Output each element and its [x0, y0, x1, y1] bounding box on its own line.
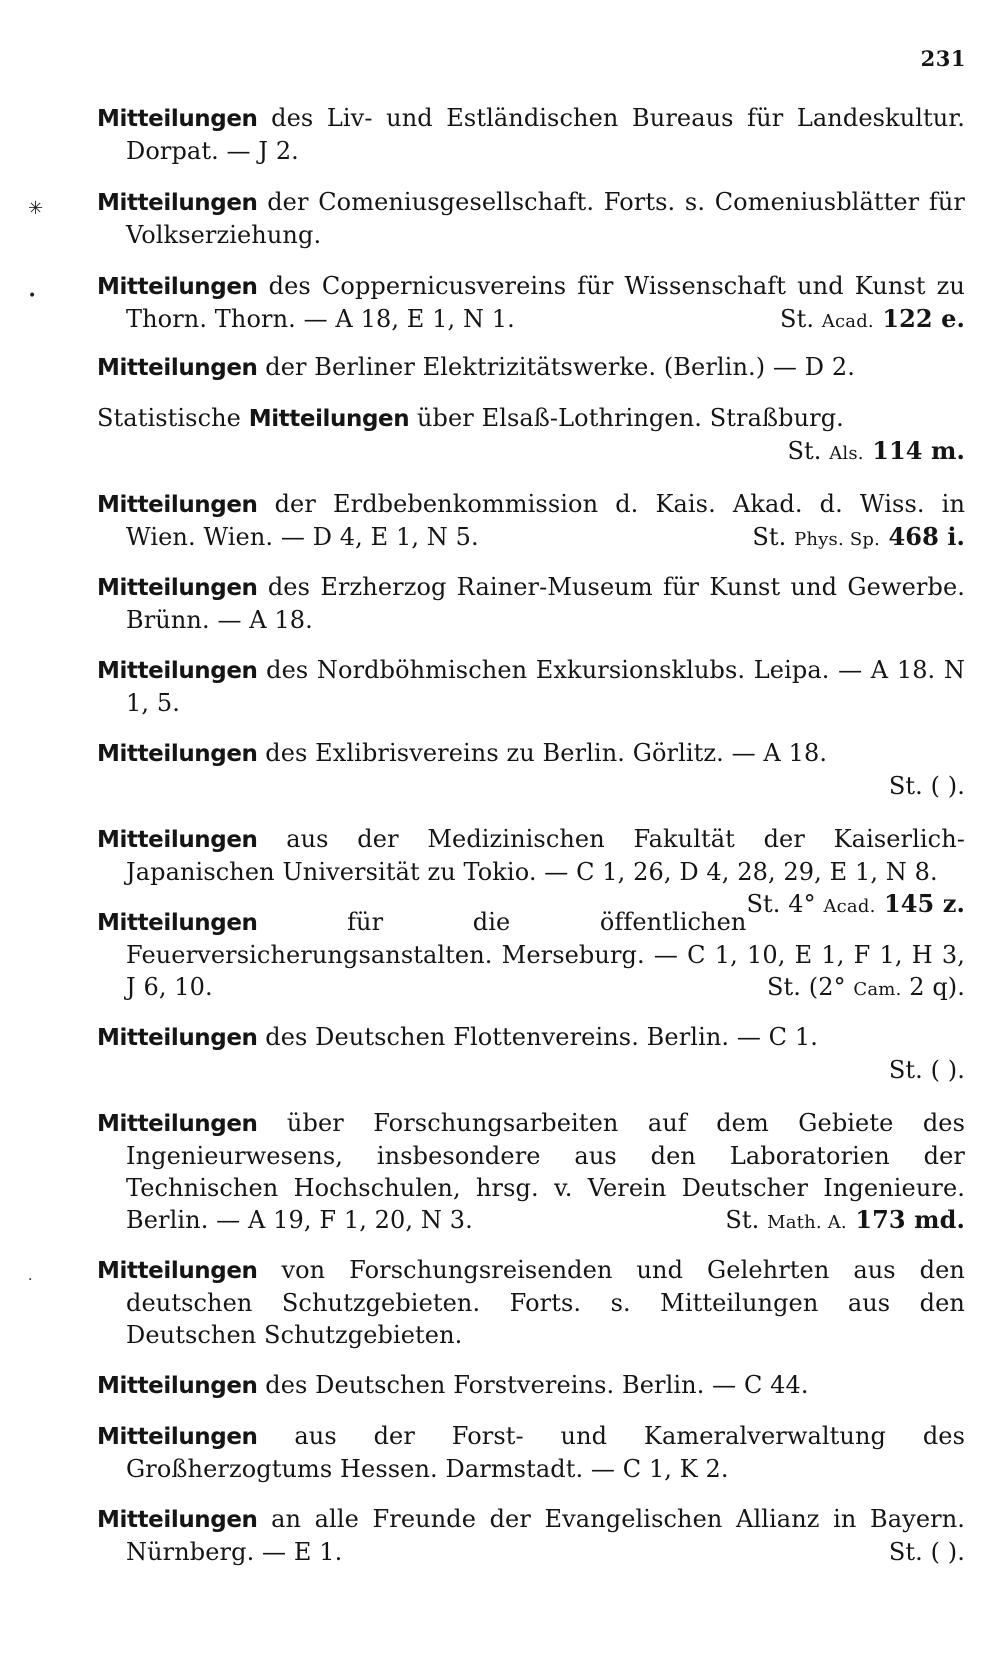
entry-description: aus der Medizinischen Fakultät der Kaiserlich-Japanischen Universität zu Tokio. — C 1, 26, D 4, 28, 29, E 1, N 8.	[126, 825, 965, 886]
catalog-entry-forschungsreisende-schutzgebiete: · Mitteilungen von Forschungsreisenden und Gelehrten aus den deutschen Schutzgebieten. Forts. s. Mitteilungen aus den Deutschen Schutzgebieten.	[28, 1256, 965, 1349]
entry-keyword: Mitteilungen	[97, 1025, 258, 1051]
entry-description: an alle Freunde der Evangelischen Allianz in Bayern. Nürnberg. — E 1.	[126, 1505, 965, 1566]
catalog-entry-liv-estlaendische-bureaus	[97, 102, 965, 167]
entry-description: des Coppernicusvereins für Wissenschaft und Kunst zu Thorn. Thorn. — A 18, E 1, N 1.	[126, 272, 965, 333]
entry-description: des Liv- und Estländischen Bureaus für Landeskultur. Dorpat. — J 2.	[126, 104, 965, 165]
entry-keyword: Mitteilungen	[97, 575, 258, 601]
catalog-entry-exlibrisverein	[97, 737, 965, 805]
catalog-entry-medizinische-fakultaet-tokio	[97, 823, 965, 918]
entry-keyword: Mitteilungen	[97, 910, 258, 936]
entry-keyword: Mitteilungen	[97, 274, 258, 300]
shelfmark: St. ( ).	[888, 1538, 965, 1566]
entry-description: des Nordböhmischen Exkursionsklubs. Leipa. — A 18. N 1, 5.	[126, 656, 965, 717]
shelfmark: St. ( ).	[888, 1056, 965, 1084]
catalog-entry-berliner-elektrizitaetswerke	[97, 351, 965, 384]
page-number: 231	[920, 46, 966, 71]
catalog-entry-erzherzog-rainer-museum	[97, 571, 965, 636]
entry-description: für die öffentlichen Feuerversicherungsanstalten. Merseburg. — C 1, 10, E 1, F 1, H 3, J 6, 10.	[126, 908, 965, 1001]
entry-keyword: Mitteilungen	[97, 827, 258, 853]
catalog-entry-nordboehmische-exkursionsklubs	[97, 654, 965, 719]
entry-description: der Berliner Elektrizitätswerke. (Berlin.) — D 2.	[257, 353, 855, 381]
entry-description: von Forschungsreisenden und Gelehrten aus den deutschen Schutzgebieten. Forts. s. Mitteilungen aus den Deutschen Schutzgebieten.	[126, 1256, 965, 1349]
catalog-entry-erdbebenkommission	[97, 488, 965, 553]
entry-keyword: Mitteilungen	[97, 492, 258, 518]
entry-keyword: Mitteilungen	[97, 741, 258, 767]
entry-description: der Comeniusgesellschaft. Forts. s. Comeniusblätter für Volkserziehung.	[126, 188, 965, 249]
catalog-entry-feuerversicherungsanstalten	[97, 906, 965, 1003]
entry-description: des Deutschen Forstvereins. Berlin. — C 44.	[257, 1371, 809, 1399]
shelfmark: St. Als. 114 m.	[787, 436, 965, 465]
catalog-entry-evangelische-allianz-bayern	[97, 1503, 965, 1568]
shelfmark: St. ( ).	[888, 772, 965, 800]
catalog-entry-list	[28, 102, 965, 1586]
entry-keyword: Mitteilungen	[97, 355, 258, 381]
catalog-entry-deutscher-forstverein	[97, 1369, 965, 1402]
entry-keyword: Mitteilungen	[97, 106, 258, 132]
entry-keyword: Mitteilungen	[97, 190, 258, 216]
entry-description: des Exlibrisvereins zu Berlin. Görlitz. — A 18.	[257, 739, 828, 767]
catalog-entry-coppernicusverein: • Mitteilungen des Coppernicusvereins für Wissenschaft und Kunst zu Thorn. Thorn. — A 18, E 1, N 1. St. Acad. 122 e.	[97, 270, 965, 335]
entry-description: der Erdbebenkommission d. Kais. Akad. d. Wiss. in Wien. Wien. — D 4, E 1, N 5.	[126, 490, 965, 551]
entry-prefix: Statistische	[97, 404, 249, 432]
shelfmark: St. 4° Acad. 145 z.	[746, 889, 965, 918]
entry-description: über Elsaß-Lothringen. Straßburg.	[409, 404, 844, 432]
entry-description: des Deutschen Flottenvereins. Berlin. — C 1.	[257, 1023, 818, 1051]
catalog-entry-elsass-lothringen	[97, 402, 965, 470]
shelfmark: St. Math. A. 173 md.	[725, 1205, 965, 1234]
entry-keyword: Mitteilungen	[248, 406, 410, 432]
entry-keyword: Mitteilungen	[97, 658, 258, 684]
entry-description: des Erzherzog Rainer-Museum für Kunst und Gewerbe. Brünn. — A 18.	[126, 573, 965, 634]
entry-keyword: Mitteilungen	[97, 1258, 258, 1284]
catalog-entry-deutscher-flottenverein	[97, 1021, 965, 1089]
shelfmark: St. Phys. Sp. 468 i.	[752, 522, 965, 551]
shelfmark: St. (2° Cam. 2 q).	[767, 973, 965, 1001]
catalog-entry-comeniusgesellschaft: ✳ Mitteilungen der Comeniusgesellschaft. Forts. s. Comeniusblätter für Volkserziehung.	[28, 188, 965, 249]
catalog-entry-forst-kameralverwaltung-hessen	[97, 1420, 965, 1485]
entry-keyword: Mitteilungen	[97, 1373, 258, 1399]
catalog-entry-forschungsarbeiten-ingenieurwesen	[97, 1107, 965, 1236]
entry-description: über Forschungsarbeiten auf dem Gebiete des Ingenieurwesens, insbesondere aus den Laboratorien der Technischen Hochschulen, hrsg. v. Verein Deutscher Ingenieure. Berlin. — A 19, F 1, 20, N 3.	[126, 1109, 965, 1234]
entry-keyword: Mitteilungen	[97, 1111, 258, 1137]
shelfmark: St. Acad. 122 e.	[780, 304, 965, 333]
entry-keyword: Mitteilungen	[97, 1507, 258, 1533]
entry-description: aus der Forst- und Kameralverwaltung des Großherzogtums Hessen. Darmstadt. — C 1, K 2.	[126, 1422, 965, 1483]
entry-keyword: Mitteilungen	[97, 1424, 258, 1450]
